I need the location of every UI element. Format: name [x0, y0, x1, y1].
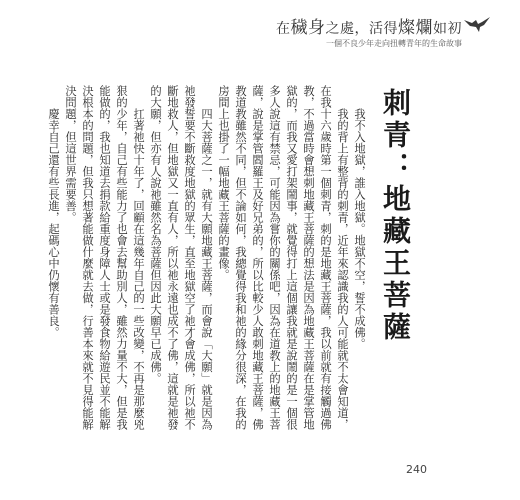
chapter-title: 刺青：地藏王菩薩	[379, 88, 412, 344]
paragraph: 我不入地獄，誰入地獄。地獄不空，誓不成佛。	[353, 107, 366, 350]
bird-emblem-icon	[462, 14, 492, 34]
page-number: 240	[406, 463, 427, 476]
body-text	[45, 85, 368, 441]
paragraph: 扛著祂快十年了，回顧在這幾年自己的一些改變，不再是那麼兇狠的少年，自己有些能力了也會去幫助別人，雖然力量不大，但是我能做的，我也知道去捐款給重度身障人士或是發食物給遊民並不能解決根本的問題，但我只想著能做什麼就去做，行善本來就不見得能解決問題，但這世界需要善。	[64, 85, 145, 430]
paragraph: 慶幸自己還有些長進，起碼心中仍懷有善良。	[47, 107, 60, 338]
running-header	[276, 20, 462, 49]
book-subtitle: 一個不良少年走向扭轉青年的生命故事	[326, 39, 462, 48]
paragraph: 我的背上有整背的刺青，近年來認識我的人可能就不太會知道，在我十六歲時第一個刺青，刺的是地藏王菩薩，我以前就有接觸過佛教，不過當時會想刺地藏王菩薩的想法是因為地藏王菩薩在是掌管地獄的，而我又愛打架鬧事，就覺得打上這個讓我就是說鬧的是一個很多人說這有禁忌，可能因為嘗你的關係吧，因為在道教上的地藏王菩薩，說是掌管閻羅王及好兄弟的，所以比較少人敢刺地藏王菩薩，佛教道教雖然不同，但不論如何，我總覺得我和祂的緣分很深，在我的房間上也掛了一幅地藏王菩薩的畫像。	[217, 85, 349, 430]
book-title: 在穢身之處，活得燦爛如初	[276, 18, 462, 38]
paragraph: 四大菩薩之一，就有大願地藏王菩薩，而會說「大願」就是因為祂發誓要不斷救度地獄的眾生，直至地獄空了祂才會成佛，所以祂不斷地救人，但地獄又一直有人，所以祂永遠也成不了佛，這就是祂發的大願，但亦有人說祂雖然名為菩薩但因此大願早已成佛。	[149, 85, 213, 430]
